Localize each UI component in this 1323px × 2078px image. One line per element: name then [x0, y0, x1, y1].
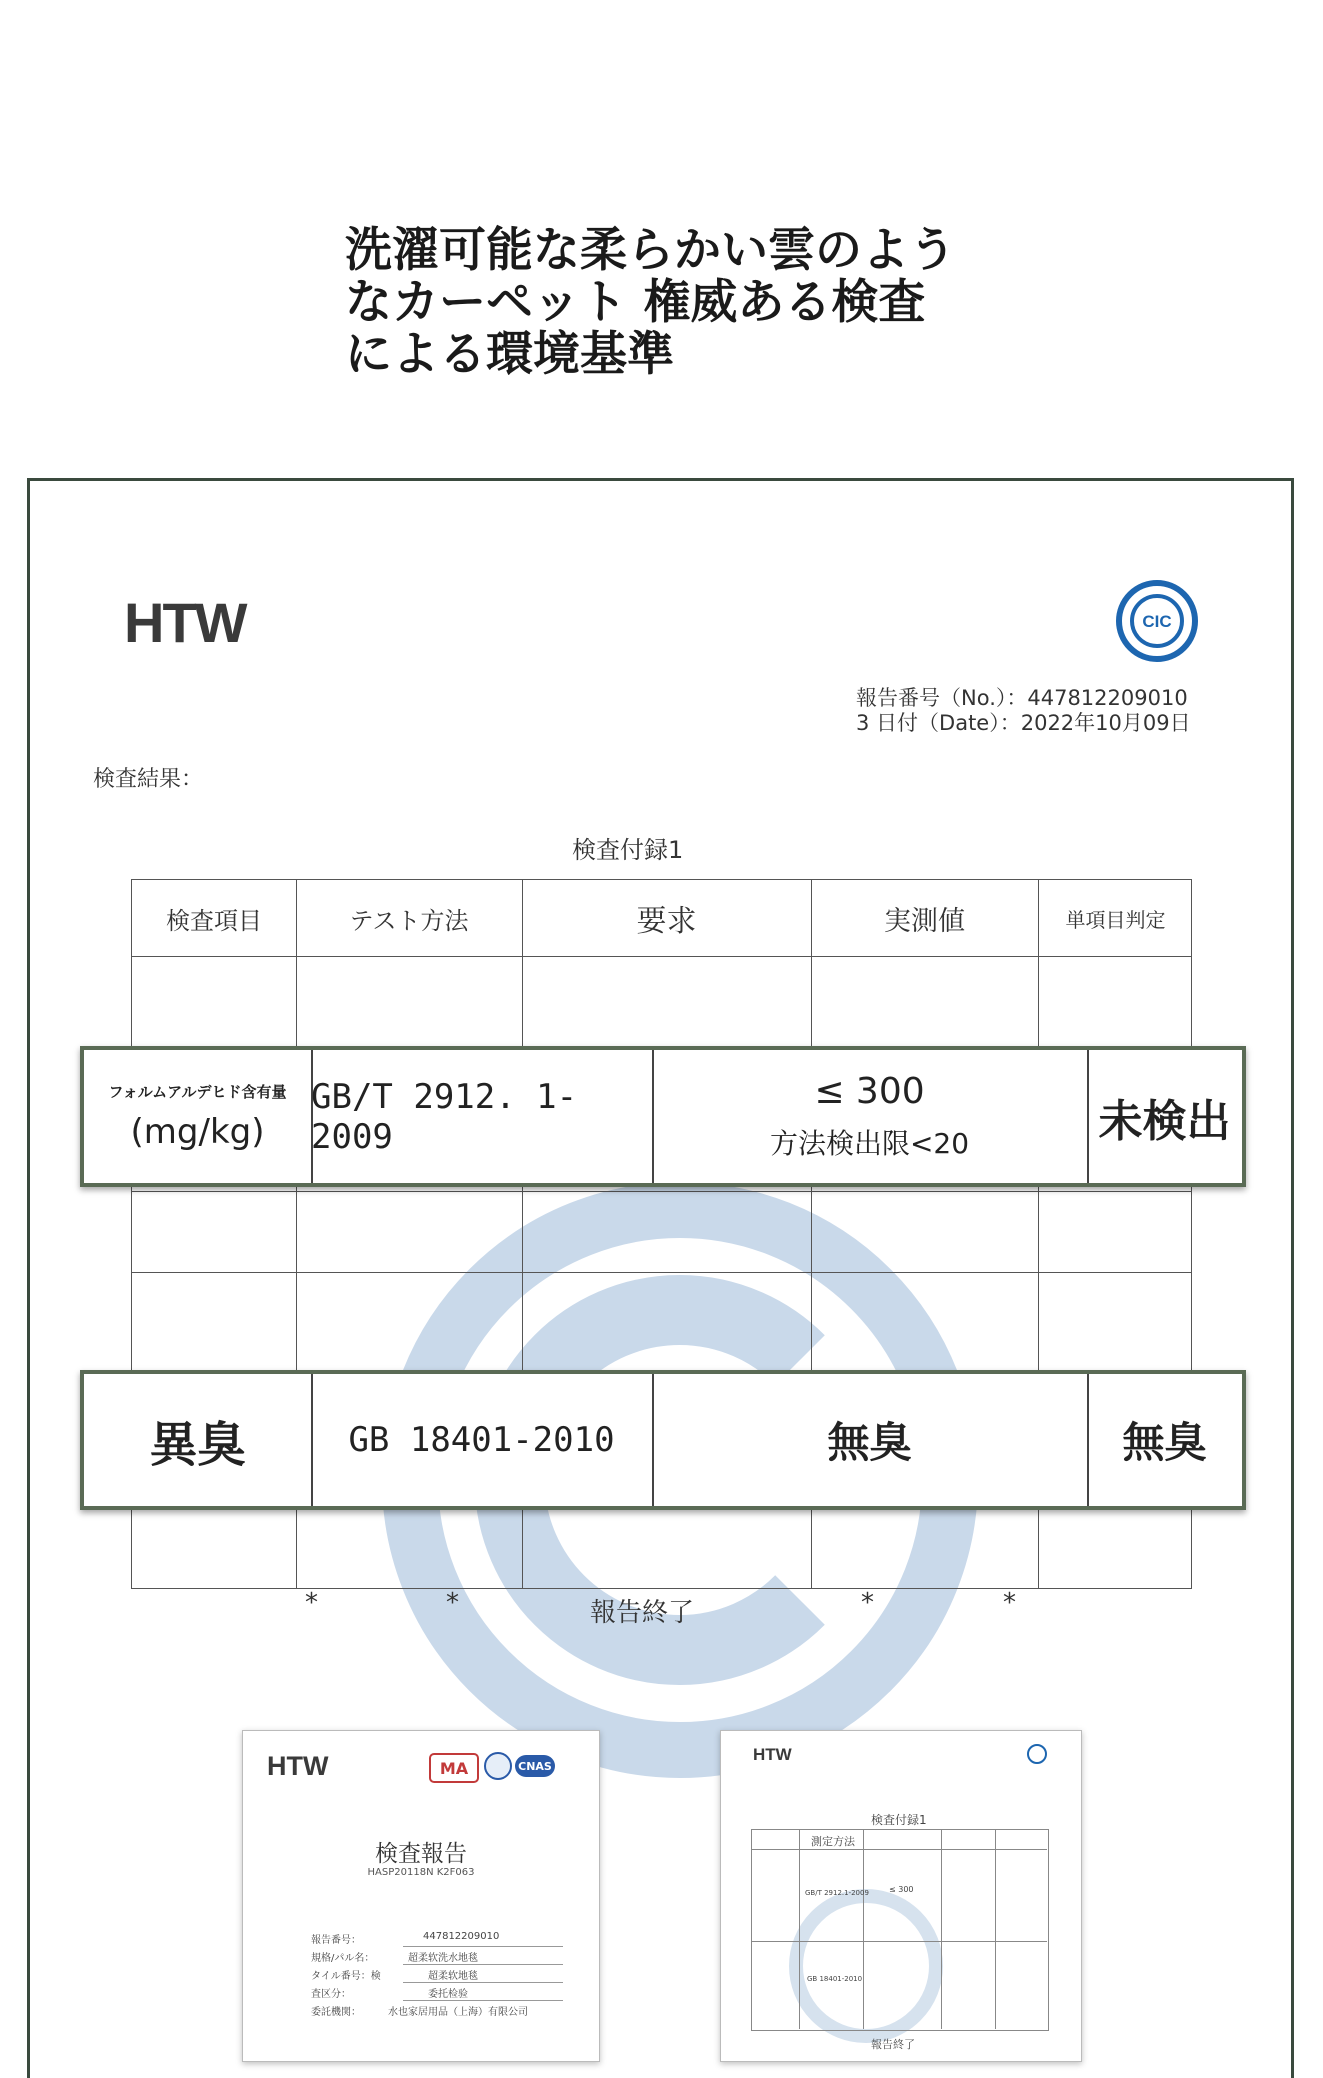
formaldehyde-requirement: ≤ 300: [814, 1071, 925, 1112]
cic-logo-icon: [1114, 578, 1200, 664]
thumb-field-label: 規格/パル名：: [311, 1953, 375, 1964]
end-star: *: [1003, 1588, 1016, 1618]
formaldehyde-judgement: 未検出: [1098, 1095, 1231, 1147]
thumb-field-label: タイル番号：検: [311, 1971, 381, 1982]
odor-judgement: 無臭: [1122, 1418, 1207, 1467]
odor-label: 異臭: [149, 1416, 246, 1473]
row-odor: [80, 1370, 1246, 1510]
thumb-method-header: 測定方法: [811, 1835, 855, 1848]
thumb-field-label: 委託機関：: [311, 2007, 361, 2018]
headline-line-1: 洗濯可能な柔らかい雲のよう: [345, 223, 956, 278]
row-formaldehyde: [80, 1046, 1246, 1187]
end-star: *: [446, 1588, 459, 1618]
thumbnail-report-appendix: [720, 1730, 1082, 2062]
headline: [345, 225, 985, 381]
formaldehyde-method: GB/T 2912. 1-2009: [311, 1076, 578, 1157]
thumb-field-value: 447812209010: [423, 1931, 500, 1942]
thumb-cic-icon: [1026, 1743, 1048, 1765]
header-method: テスト方法: [349, 906, 469, 935]
thumb-field-value: 委托检验: [428, 1989, 468, 2000]
formaldehyde-label: フォルムアルデヒド含有量: [108, 1083, 287, 1101]
header-item: 検査項目: [166, 906, 262, 935]
thumb-r1-method: GB/T 2912.1-2009: [805, 1889, 869, 1897]
cnas-badge: CNAS: [515, 1755, 555, 1777]
formaldehyde-unit: (mg/kg): [130, 1112, 265, 1152]
thumb-field-label: 査区分：: [311, 1989, 351, 2000]
end-star: *: [305, 1588, 318, 1618]
thumb-left-title: 検査報告: [375, 1841, 467, 1867]
report-meta: [856, 686, 1191, 736]
thumb-end-text: 報告終了: [871, 2038, 915, 2051]
headline-line-3: による環境基準: [345, 327, 674, 382]
ma-badge: MA: [429, 1753, 479, 1783]
report-date: 3 日付（Date）：2022年10月09日: [856, 711, 1191, 735]
svg-text:CIC: CIC: [1142, 612, 1172, 631]
thumb-field-value: 超柔软地毯: [428, 1971, 478, 1982]
thumb-left-subtitle: HASP20118N K2F063: [367, 1867, 475, 1878]
header-requirement: 要求: [636, 904, 697, 939]
thumb-left-logo: HTW: [267, 1751, 329, 1781]
thumb-appendix-title: 検査付録1: [871, 1813, 927, 1827]
ilac-badge-icon: [483, 1751, 513, 1781]
thumb-field-label: 報告番号：: [311, 1935, 361, 1946]
result-label: 検査結果：: [93, 767, 204, 792]
headline-line-2: なカーペット 権威ある検査: [345, 275, 926, 330]
thumbnail-report-cover: [242, 1730, 600, 2062]
thumb-r1-req: ≤ 300: [889, 1885, 914, 1894]
thumb-field-value: 超柔软洗水地毯: [408, 1953, 478, 1964]
end-star: *: [861, 1588, 874, 1618]
odor-value: 無臭: [827, 1418, 912, 1467]
header-measured: 実測値: [884, 905, 965, 937]
thumb-field-value: 水也家居用品（上海）有限公司: [388, 2007, 528, 2018]
thumb-right-logo: HTW: [753, 1745, 792, 1764]
formaldehyde-detect-limit: 方法検出限<20: [769, 1127, 970, 1160]
odor-method: GB 18401-2010: [348, 1420, 615, 1460]
header-judgement: 単項目判定: [1065, 907, 1166, 932]
thumb-r2-method: GB 18401-2010: [807, 1975, 863, 1983]
htw-logo: HTW: [124, 591, 246, 654]
report-number: 報告番号（No.）：447812209010: [856, 686, 1188, 710]
appendix-title: 検査付録1: [572, 836, 684, 864]
end-of-report: 報告終了: [590, 1598, 695, 1628]
